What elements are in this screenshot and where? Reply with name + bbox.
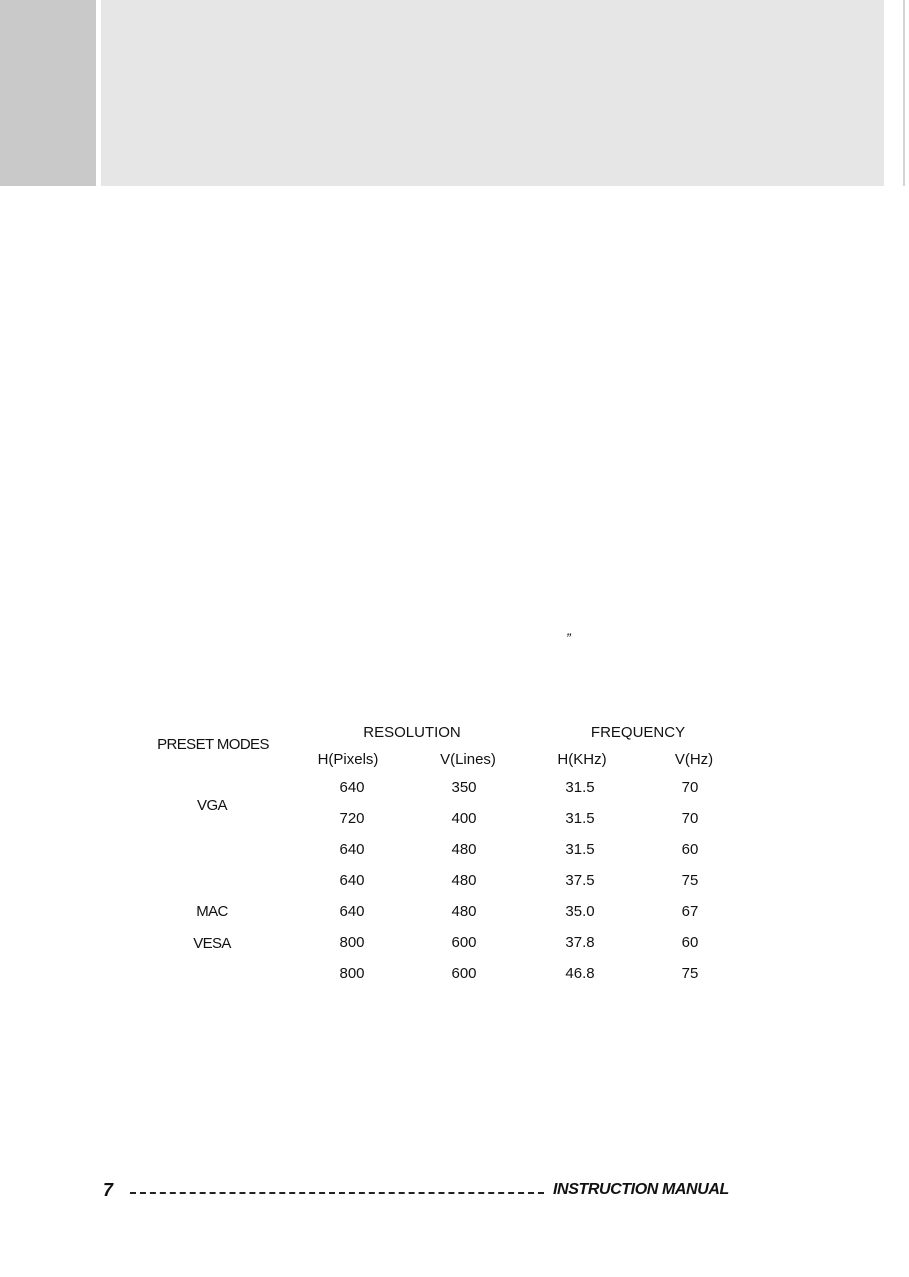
cell-h-pixels: 640 xyxy=(339,841,365,858)
preset-modes-header: PRESET MODES xyxy=(157,736,269,753)
cell-v-hz: 75 xyxy=(681,872,699,889)
cell-h-khz: 46.8 xyxy=(565,965,595,982)
cell-h-pixels: 640 xyxy=(339,872,365,889)
column-header-v-lines: V(Lines) xyxy=(440,751,496,768)
cell-h-khz: 31.5 xyxy=(565,841,595,858)
frequency-header: FREQUENCY xyxy=(590,724,686,741)
cell-h-pixels: 720 xyxy=(339,810,365,827)
cell-v-lines: 350 xyxy=(451,779,477,796)
header-edge-rule xyxy=(903,0,905,186)
cell-v-hz: 70 xyxy=(681,779,699,796)
header-band xyxy=(101,0,884,186)
footer-title: INSTRUCTION MANUAL xyxy=(553,1181,729,1198)
column-header-h-khz: H(KHz) xyxy=(557,751,607,768)
cell-h-pixels: 800 xyxy=(339,965,365,982)
mode-label-vesa: VESA xyxy=(193,935,231,952)
cell-v-hz: 60 xyxy=(681,841,699,858)
column-header-v-hz: V(Hz) xyxy=(674,751,714,768)
mode-label-mac: MAC xyxy=(196,903,228,920)
mode-label-vga: VGA xyxy=(197,797,227,814)
resolution-header: RESOLUTION xyxy=(363,724,461,741)
cell-v-hz: 75 xyxy=(681,965,699,982)
cell-v-lines: 480 xyxy=(451,903,477,920)
column-header-h-pixels: H(Pixels) xyxy=(317,751,379,768)
cell-v-hz: 60 xyxy=(681,934,699,951)
header-tab-block xyxy=(0,0,96,186)
page-number: 7 xyxy=(103,1180,114,1200)
cell-v-hz: 67 xyxy=(681,903,699,920)
footer-dashed-rule xyxy=(130,1192,544,1194)
cell-v-hz: 70 xyxy=(681,810,699,827)
cell-h-khz: 37.5 xyxy=(565,872,595,889)
cell-v-lines: 600 xyxy=(451,934,477,951)
stray-quote-mark: ” xyxy=(566,630,571,646)
cell-v-lines: 400 xyxy=(451,810,477,827)
cell-h-pixels: 640 xyxy=(339,903,365,920)
cell-h-khz: 31.5 xyxy=(565,810,595,827)
cell-v-lines: 480 xyxy=(451,872,477,889)
cell-v-lines: 480 xyxy=(451,841,477,858)
cell-h-khz: 31.5 xyxy=(565,779,595,796)
cell-h-pixels: 800 xyxy=(339,934,365,951)
cell-v-lines: 600 xyxy=(451,965,477,982)
cell-h-khz: 37.8 xyxy=(565,934,595,951)
cell-h-pixels: 640 xyxy=(339,779,365,796)
cell-h-khz: 35.0 xyxy=(565,903,595,920)
